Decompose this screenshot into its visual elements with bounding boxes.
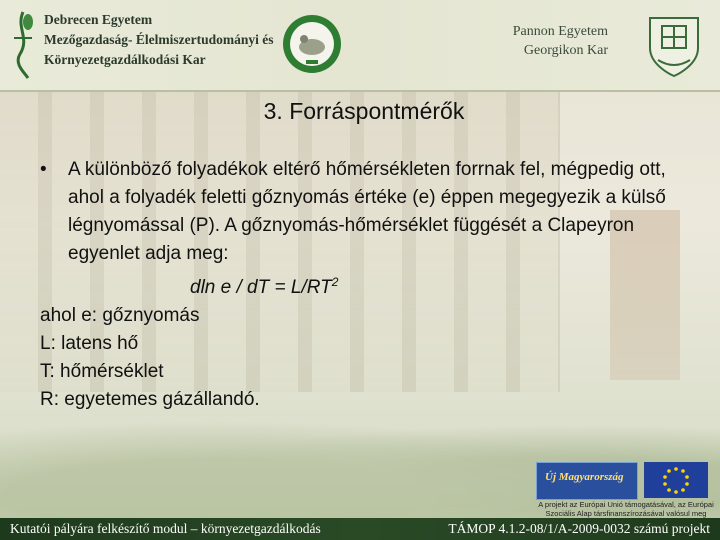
formula-text: dln e / dT = L/RT bbox=[190, 277, 332, 298]
slide-body bbox=[40, 156, 690, 414]
footer-module: Kutatói pályára felkészítő modul – környezetgazdálkodás bbox=[10, 521, 321, 536]
uj-magyarorszag-logo bbox=[536, 462, 638, 500]
bullet-item bbox=[40, 156, 690, 268]
slide-footer bbox=[0, 518, 720, 540]
definition-line: R: egyetemes gázállandó. bbox=[40, 389, 260, 410]
definition-line: T: hőmérséklet bbox=[40, 361, 164, 382]
faculty-line: Mezőgazdaság- Élelmiszertudományi és bbox=[44, 32, 274, 47]
footer-project: TÁMOP 4.1.2-08/1/A-2009-0032 számú projekt bbox=[448, 521, 710, 536]
eu-stars-icon bbox=[644, 462, 708, 498]
university-name bbox=[44, 10, 273, 70]
formula-exponent: 2 bbox=[331, 275, 339, 289]
university-line: Debrecen Egyetem bbox=[44, 12, 153, 27]
university-seal-icon bbox=[282, 14, 342, 74]
clapeyron-formula bbox=[40, 268, 690, 302]
eu-flag-logo bbox=[644, 462, 708, 498]
slide-title: 3. Forráspontmérők bbox=[263, 98, 465, 124]
funding-logos bbox=[536, 462, 712, 498]
slide-header bbox=[0, 0, 720, 92]
uj-magyarorszag-label: Új Magyarország bbox=[545, 471, 624, 483]
definition-line: L: latens hő bbox=[40, 333, 139, 354]
bullet-text: A különböző folyadékok eltérő hőmérsékleten forrnak fel, mégpedig ott, ahol a folyadék feletti gőznyomás értéke (e) éppen megegyezik a külső légnyomással (P). A gőznyomás-hőmérséklet függését a Clapeyron egyenlet adja meg: bbox=[68, 159, 666, 264]
debrecen-logo-icon bbox=[6, 8, 40, 80]
definition-line: ahol e: gőznyomás bbox=[40, 305, 200, 326]
funding-caption: A projekt az Európai Unió támogatásával, az Európai Szociális Alap társfinanszírozásával valósul meg bbox=[538, 500, 714, 518]
bullet-icon: • bbox=[40, 159, 47, 180]
partner-line: Pannon Egyetem bbox=[512, 24, 608, 39]
partner-line: Georgikon Kar bbox=[523, 43, 608, 58]
university-crest-icon bbox=[644, 12, 704, 80]
faculty-line: Környezetgazdálkodási Kar bbox=[44, 52, 206, 67]
partner-university bbox=[470, 22, 608, 60]
